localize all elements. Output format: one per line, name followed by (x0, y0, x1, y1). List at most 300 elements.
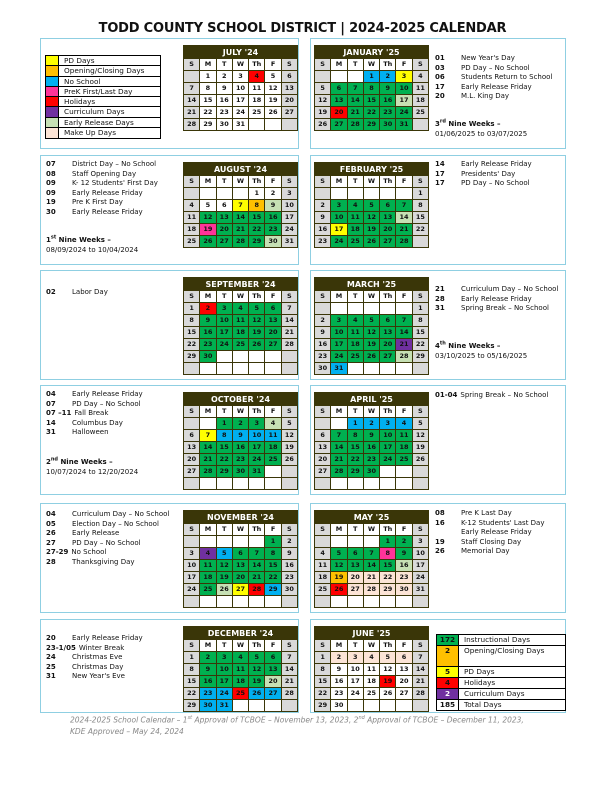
day-cell: 20 (233, 572, 248, 583)
note-date: 01 (435, 54, 445, 62)
note-item (435, 285, 558, 295)
note-text: Early Release Friday (461, 160, 532, 168)
weekday-header: W (233, 59, 248, 70)
day-cell: 17 (396, 95, 411, 106)
note-text: K- 12 Students' First Day (72, 179, 158, 188)
day-cell: 1 (184, 652, 199, 663)
page-title: TODD COUNTY SCHOOL DISTRICT | 2024-2025 CALENDAR (98, 21, 507, 36)
day-cell: 9 (233, 430, 248, 441)
month-title: APRIL '25 (350, 395, 393, 404)
day-cell: 1 (380, 536, 395, 547)
day-cell: 18 (200, 572, 215, 583)
empty-cell (315, 71, 330, 82)
day-cell: 24 (331, 351, 346, 362)
day-cell: 1 (200, 71, 215, 82)
month-grid (184, 524, 297, 607)
day-cell: 15 (184, 327, 199, 338)
day-cell: 19 (200, 224, 215, 235)
day-cell: 3 (233, 71, 248, 82)
empty-cell (184, 418, 199, 429)
weekday-header: M (331, 640, 346, 651)
weekday-header: S (413, 640, 428, 651)
empty-cell (331, 478, 346, 489)
day-cell: 4 (413, 71, 428, 82)
day-cell: 9 (217, 83, 232, 94)
empty-cell (200, 188, 215, 199)
day-cell: 6 (380, 200, 395, 211)
empty-cell (282, 119, 297, 130)
day-cell: 9 (200, 664, 215, 675)
note-date: 31 (435, 304, 445, 313)
day-cell: 9 (315, 212, 330, 223)
note-date: 03 (435, 63, 445, 72)
day-cell: 28 (331, 466, 346, 477)
day-cell: 25 (200, 584, 215, 595)
weekday-header: Th (380, 406, 395, 417)
weekday-header: Th (249, 524, 264, 535)
month-title: OCTOBER '24 (210, 395, 271, 404)
day-cell: 10 (217, 664, 232, 675)
day-cell: 2 (380, 71, 395, 82)
empty-cell (364, 363, 379, 374)
day-cell: 13 (380, 212, 395, 223)
weekday-header: S (282, 524, 297, 535)
day-cell: 26 (200, 236, 215, 247)
day-cell: 11 (233, 664, 248, 675)
empty-cell (282, 466, 297, 477)
day-cell: 17 (413, 560, 428, 571)
day-cell: 14 (282, 664, 297, 675)
empty-cell (184, 478, 199, 489)
day-cell: 1 (249, 188, 264, 199)
empty-cell (380, 363, 395, 374)
day-cell: 20 (396, 676, 411, 687)
day-cell: 1 (265, 536, 280, 547)
empty-cell (315, 596, 330, 607)
day-cell: 2 (217, 71, 232, 82)
day-cell: 31 (413, 584, 428, 595)
notes-august (46, 160, 158, 218)
note-text: Early Release Friday (72, 188, 143, 197)
note-date: 05 (46, 519, 56, 528)
empty-cell (364, 596, 379, 607)
day-cell: 30 (217, 119, 232, 130)
empty-cell (331, 71, 346, 82)
note-text: Thanksgiving Day (72, 557, 135, 566)
weekday-header: T (348, 176, 363, 187)
empty-cell (396, 303, 411, 314)
note-date: 23-1/05 (46, 643, 76, 652)
day-cell: 7 (184, 83, 199, 94)
day-cell: 7 (396, 315, 411, 326)
empty-cell (184, 596, 199, 607)
empty-cell (348, 536, 363, 547)
weekday-header: F (265, 291, 280, 302)
day-cell: 2 (282, 536, 297, 547)
day-cell: 6 (265, 303, 280, 314)
day-cell: 25 (265, 454, 280, 465)
note-item (46, 672, 143, 682)
day-cell: 15 (364, 95, 379, 106)
day-cell: 25 (315, 584, 330, 595)
note-item (46, 558, 169, 568)
note-item (46, 539, 169, 549)
day-cell: 28 (184, 119, 199, 130)
note-date: 30 (46, 207, 56, 216)
day-cell: 3 (249, 418, 264, 429)
day-cell: 13 (396, 664, 411, 675)
day-cell: 6 (282, 71, 297, 82)
month-title: MARCH '25 (346, 280, 397, 289)
empty-cell (315, 478, 330, 489)
empty-cell (396, 596, 411, 607)
empty-cell (413, 466, 428, 477)
note-date: 06 (435, 73, 445, 82)
empty-cell (217, 363, 232, 374)
note-item (46, 189, 158, 199)
day-cell: 25 (364, 688, 379, 699)
day-cell: 1 (413, 303, 428, 314)
weekday-header: S (282, 176, 297, 187)
day-cell: 29 (364, 119, 379, 130)
day-cell: 8 (413, 200, 428, 211)
month-title: MAY '25 (353, 513, 390, 522)
day-cell: 16 (315, 339, 330, 350)
day-cell: 28 (282, 688, 297, 699)
day-cell: 4 (364, 652, 379, 663)
day-cell: 12 (364, 327, 379, 338)
empty-cell (217, 536, 232, 547)
weekday-header: F (265, 59, 280, 70)
day-cell: 2 (315, 315, 330, 326)
day-cell: 5 (249, 303, 264, 314)
note-item (435, 391, 548, 401)
day-cell: 11 (348, 212, 363, 223)
day-cell: 5 (200, 200, 215, 211)
weekday-header: T (217, 176, 232, 187)
empty-cell (413, 478, 428, 489)
empty-cell (249, 596, 264, 607)
weekday-header: Th (380, 176, 395, 187)
day-cell: 25 (233, 688, 248, 699)
month-grid (184, 406, 297, 489)
note-date: 20 (435, 92, 445, 101)
day-cell: 14 (331, 442, 346, 453)
day-cell: 27 (233, 584, 248, 595)
day-cell: 27 (348, 584, 363, 595)
weekday-header: T (217, 406, 232, 417)
weekday-header: S (282, 640, 297, 651)
day-cell: 13 (265, 315, 280, 326)
day-cell: 17 (217, 676, 232, 687)
empty-cell (348, 303, 363, 314)
day-cell: 18 (364, 676, 379, 687)
day-cell: 17 (249, 442, 264, 453)
day-cell: 11 (200, 560, 215, 571)
summary-row: 2 Curriculum Days (437, 689, 565, 700)
note-item (435, 295, 558, 305)
day-cell: 5 (249, 652, 264, 663)
note-date: 26 (435, 547, 445, 556)
day-cell: 10 (331, 212, 346, 223)
day-cell: 22 (315, 688, 330, 699)
day-cell: 24 (331, 236, 346, 247)
day-cell: 4 (233, 652, 248, 663)
day-cell: 12 (217, 560, 232, 571)
weekday-header: S (282, 406, 297, 417)
note-item (435, 528, 545, 538)
empty-cell (265, 119, 280, 130)
day-cell: 20 (380, 224, 395, 235)
empty-cell (233, 536, 248, 547)
legend-item: Make Up Days (46, 128, 160, 138)
day-cell: 6 (315, 430, 330, 441)
note-item (46, 419, 143, 429)
day-cell: 3 (184, 548, 199, 559)
day-cell: 14 (364, 560, 379, 571)
day-cell: 19 (249, 676, 264, 687)
day-cell: 23 (315, 236, 330, 247)
note-item (435, 83, 552, 93)
empty-cell (184, 188, 199, 199)
weekday-header: M (331, 524, 346, 535)
day-cell: 6 (380, 315, 395, 326)
day-cell: 20 (217, 224, 232, 235)
empty-cell (396, 478, 411, 489)
weekday-header: S (315, 59, 330, 70)
day-cell: 9 (315, 327, 330, 338)
day-cell: 22 (380, 572, 395, 583)
weekday-header: M (200, 59, 215, 70)
weekday-header: S (315, 176, 330, 187)
day-cell: 13 (315, 442, 330, 453)
day-cell: 8 (249, 200, 264, 211)
day-cell: 20 (265, 327, 280, 338)
day-cell: 24 (184, 584, 199, 595)
day-cell: 24 (282, 224, 297, 235)
weekday-header: M (200, 176, 215, 187)
note-date: 08 (46, 169, 56, 178)
day-cell: 17 (380, 442, 395, 453)
day-cell: 5 (217, 548, 232, 559)
note-text: Christmas Day (72, 662, 124, 671)
note-item (435, 64, 552, 74)
month-title: DECEMBER '24 (207, 629, 274, 638)
month-grid (184, 59, 297, 130)
weekday-header: F (396, 176, 411, 187)
day-cell: 3 (413, 536, 428, 547)
day-cell: 12 (282, 430, 297, 441)
day-cell: 15 (184, 676, 199, 687)
weekday-header: Th (380, 291, 395, 302)
note-text: Curriculum Day – No School (72, 510, 170, 518)
weekday-header: W (364, 524, 379, 535)
note-date: 24 (46, 653, 56, 662)
day-cell: 26 (249, 688, 264, 699)
day-cell: 11 (265, 430, 280, 441)
day-cell: 17 (184, 572, 199, 583)
weekday-header: S (315, 291, 330, 302)
day-cell: 28 (200, 466, 215, 477)
day-cell: 4 (396, 418, 411, 429)
day-cell: 1 (413, 188, 428, 199)
month-grid (184, 176, 297, 247)
day-cell: 2 (331, 652, 346, 663)
approval-footer: 2024-2025 School Calendar – 1st Approval of TCBOE – November 13, 2023, 2nd Approval of TCBOE – December 11, 2023, KDE Approved – May 24, 2024 (70, 715, 524, 736)
weekday-header: Th (249, 59, 264, 70)
day-cell: 24 (348, 688, 363, 699)
day-cell: 4 (233, 303, 248, 314)
day-cell: 7 (364, 548, 379, 559)
nine-weeks-3: 3rd Nine Weeks – 01/06/2025 to 03/07/2025 (435, 119, 528, 138)
day-cell: 17 (233, 95, 248, 106)
day-cell: 4 (315, 548, 330, 559)
day-cell: 16 (331, 676, 346, 687)
day-cell: 22 (200, 107, 215, 118)
calendar-may-2025 (314, 510, 429, 608)
day-cell: 17 (348, 676, 363, 687)
day-cell: 29 (413, 351, 428, 362)
day-cell: 22 (249, 224, 264, 235)
day-cell: 11 (249, 83, 264, 94)
day-cell: 30 (265, 236, 280, 247)
empty-cell (233, 700, 248, 711)
day-cell: 16 (265, 212, 280, 223)
day-cell: 26 (364, 351, 379, 362)
day-cell: 14 (200, 442, 215, 453)
day-cell: 11 (413, 83, 428, 94)
month-title: FEBRUARY '25 (339, 165, 404, 174)
day-cell: 22 (348, 454, 363, 465)
legend-item: PreK First/Last Day (46, 87, 160, 97)
note-text: New Year's Day (461, 54, 515, 62)
day-cell: 5 (364, 315, 379, 326)
note-text: Election Day – No School (72, 519, 159, 528)
day-cell: 15 (217, 442, 232, 453)
weekday-header: S (184, 406, 199, 417)
weekday-header: T (348, 406, 363, 417)
note-text: K-12 Students' Last Day (461, 518, 545, 527)
notes-october (46, 390, 143, 438)
day-cell: 2 (200, 652, 215, 663)
day-cell: 4 (249, 71, 264, 82)
calendar-october-2024 (183, 392, 298, 490)
legend-item: Holidays (46, 97, 160, 107)
day-cell: 19 (380, 676, 395, 687)
note-text: Early Release Friday (461, 294, 532, 303)
day-cell: 25 (184, 236, 199, 247)
note-date: 17 (435, 179, 445, 188)
day-cell: 19 (265, 95, 280, 106)
day-cell: 3 (217, 303, 232, 314)
day-cell: 22 (413, 339, 428, 350)
empty-cell (364, 478, 379, 489)
day-cell: 18 (233, 327, 248, 338)
note-date: 07 –11 (46, 409, 72, 418)
day-cell: 9 (380, 83, 395, 94)
empty-cell (249, 351, 264, 362)
month-grid (315, 406, 428, 489)
day-cell: 9 (396, 548, 411, 559)
day-cell: 12 (265, 83, 280, 94)
note-date: 31 (46, 428, 56, 437)
note-item (46, 208, 158, 218)
day-cell: 20 (380, 339, 395, 350)
day-cell: 15 (348, 442, 363, 453)
note-date: 21 (435, 285, 445, 293)
day-cell: 15 (380, 560, 395, 571)
note-text: PD Day – No School (72, 538, 141, 547)
day-cell: 17 (331, 224, 346, 235)
weekday-header: W (364, 59, 379, 70)
day-cell: 7 (233, 200, 248, 211)
day-cell: 27 (315, 466, 330, 477)
day-cell: 20 (348, 572, 363, 583)
day-cell: 18 (315, 572, 330, 583)
month-grid (184, 640, 297, 711)
note-date (435, 528, 461, 538)
day-cell: 24 (249, 454, 264, 465)
note-date: 28 (435, 294, 445, 303)
note-item (435, 519, 545, 529)
day-cell: 8 (184, 315, 199, 326)
day-cell: 25 (396, 454, 411, 465)
weekday-header: Th (249, 406, 264, 417)
day-cell: 22 (364, 107, 379, 118)
empty-cell (315, 303, 330, 314)
day-cell: 11 (396, 430, 411, 441)
weekday-header: Th (380, 640, 395, 651)
empty-cell (348, 596, 363, 607)
day-cell: 18 (184, 224, 199, 235)
empty-cell (184, 536, 199, 547)
note-item (46, 409, 143, 419)
day-cell: 16 (282, 560, 297, 571)
empty-cell (348, 363, 363, 374)
day-cell: 14 (249, 560, 264, 571)
weekday-header: W (233, 524, 248, 535)
note-item (46, 634, 143, 644)
day-cell: 13 (380, 327, 395, 338)
weekday-header: S (282, 291, 297, 302)
day-cell: 27 (184, 466, 199, 477)
empty-cell (396, 466, 411, 477)
empty-cell (348, 71, 363, 82)
day-cell: 4 (348, 200, 363, 211)
note-date: 14 (46, 418, 56, 427)
weekday-header: W (364, 176, 379, 187)
note-item (435, 160, 532, 170)
day-cell: 7 (200, 430, 215, 441)
day-cell: 8 (380, 548, 395, 559)
day-cell: 22 (217, 454, 232, 465)
day-cell: 29 (249, 236, 264, 247)
note-date: 31 (46, 672, 56, 681)
day-cell: 18 (249, 95, 264, 106)
empty-cell (331, 418, 346, 429)
empty-cell (184, 363, 199, 374)
day-cell: 29 (265, 584, 280, 595)
day-cell: 18 (413, 95, 428, 106)
weekday-header: S (184, 59, 199, 70)
empty-cell (200, 418, 215, 429)
day-cell: 21 (364, 572, 379, 583)
month-grid (315, 176, 428, 247)
note-date: 07 (46, 399, 56, 408)
empty-cell (348, 478, 363, 489)
note-text: PD Day – No School (72, 399, 141, 408)
day-cell: 7 (282, 303, 297, 314)
